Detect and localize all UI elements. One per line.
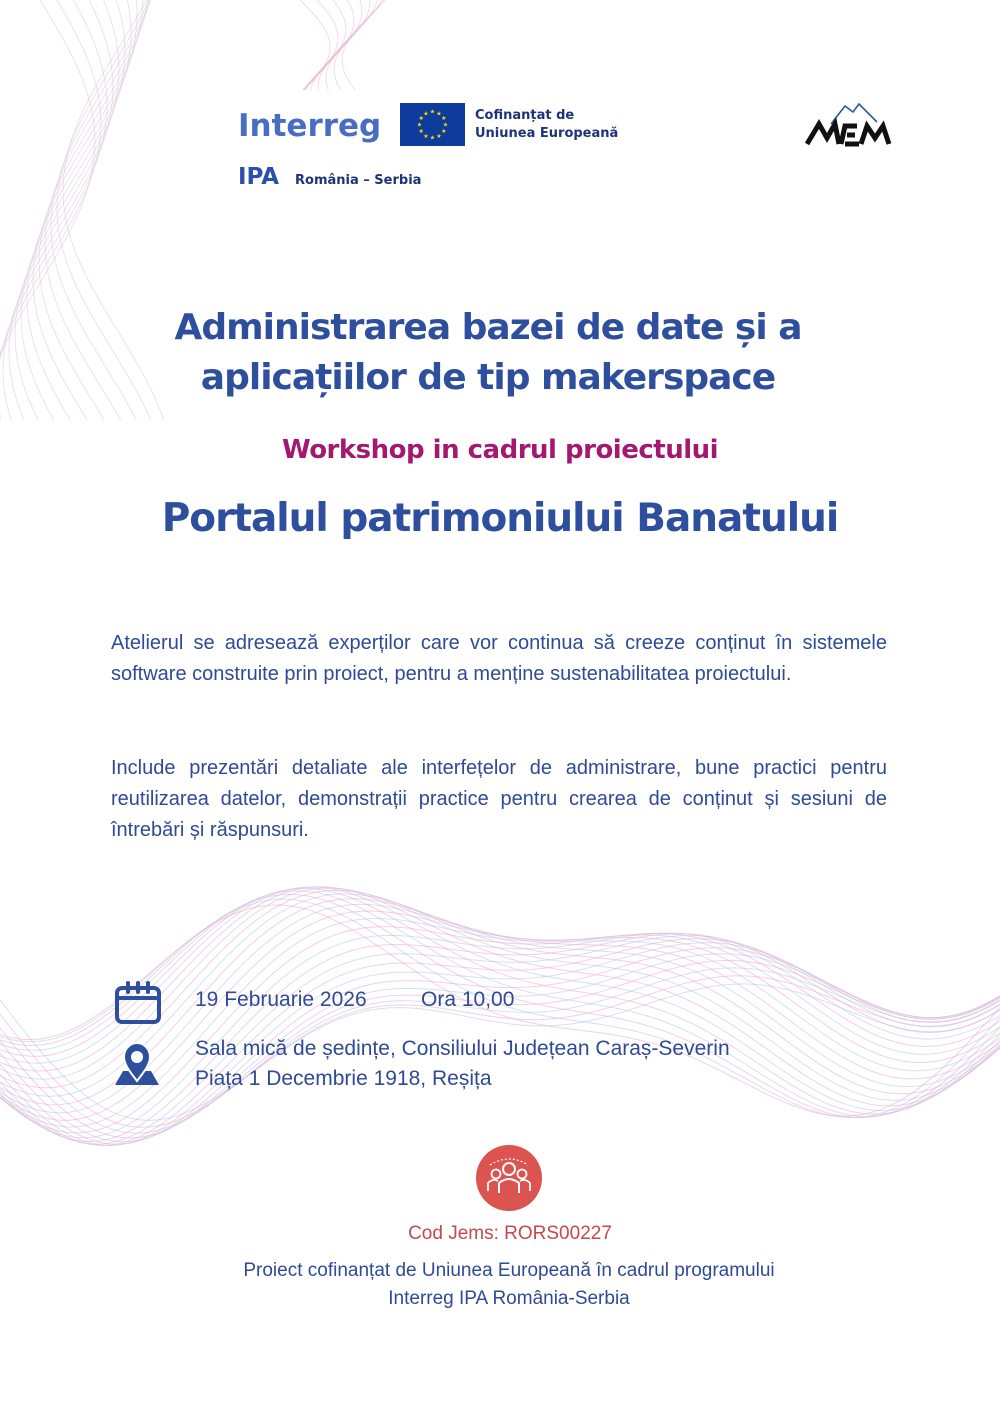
paragraph-audience: Atelierul se adresează experților care vor continua să creeze conținut în sistemele software construite prin proiect, pentru a menține sustenabilitatea proiectului. (111, 632, 887, 685)
wave-line (0, 0, 107, 420)
eu-star-icon: ★ (416, 121, 423, 129)
footer-note (0, 1257, 1000, 1313)
eu-label-line1: Cofinanțat de (475, 108, 575, 123)
eu-star-icon: ★ (423, 110, 429, 118)
wave-line (303, 0, 346, 90)
workshop-title (100, 303, 876, 403)
eu-star-icon: ★ (441, 115, 447, 123)
wave-line (342, 0, 385, 90)
calendar-icon (114, 981, 162, 1025)
project-name: Portalul patrimoniului Banatului (161, 496, 839, 541)
cod-jems: Cod Jems: RORS00227 (408, 1223, 612, 1244)
interreg-logo-text: Interreg (238, 108, 382, 144)
ipa-program-label: România – Serbia (295, 173, 422, 188)
people-icon (476, 1145, 542, 1211)
eu-star-icon: ★ (436, 133, 442, 140)
mountain-icon (805, 98, 901, 150)
workshop-subtitle: Workshop in cadrul proiectului (281, 435, 719, 465)
wave-line (318, 0, 377, 90)
event-time: Ora 10,00 (421, 988, 515, 1011)
event-location-line2: Piața 1 Decembrie 1918, Reșița (195, 1067, 492, 1090)
eu-flag (400, 103, 465, 146)
title-line-2: aplicațiilor de tip makerspace (200, 357, 776, 398)
eu-star-icon: ★ (429, 134, 436, 142)
location-pin-icon (113, 1041, 161, 1087)
title-line-1: Administrarea bazei de date și a (174, 307, 802, 348)
eu-star-icon: ★ (442, 121, 449, 129)
wave-line (3, 0, 113, 420)
footer-line-1: Proiect cofinanțat de Uniunea Europeană în cadrul programului (243, 1260, 775, 1281)
event-location-line1: Sala mică de ședințe, Consiliului Județean Caraș-Severin (195, 1037, 730, 1060)
eu-star-icon: ★ (441, 128, 447, 136)
eu-star-icon: ★ (423, 133, 429, 140)
event-date: 19 Februarie 2026 (195, 988, 367, 1011)
wave-line (0, 0, 101, 420)
eu-star-icon: ★ (418, 115, 424, 123)
paragraph-content: Include prezentări detaliate ale interfețelor de administrare, bune practici pentru reutilizarea datelor, demonstrații practice pentru crearea de conținut și sesiuni de întrebări și răspunsuri. (111, 757, 887, 841)
ipa-logo-text: IPA (238, 164, 280, 190)
footer-line-2: Interreg IPA România-Serbia (388, 1288, 630, 1309)
wave-line (326, 0, 382, 90)
eu-star-icon: ★ (418, 128, 424, 136)
wave-line (0, 927, 1000, 1133)
eu-cofinancing-label (475, 107, 618, 143)
eu-label-line2: Uniunea Europeană (475, 126, 619, 141)
eu-star-icon: ★ (429, 108, 436, 116)
eu-star-icon: ★ (436, 110, 442, 118)
